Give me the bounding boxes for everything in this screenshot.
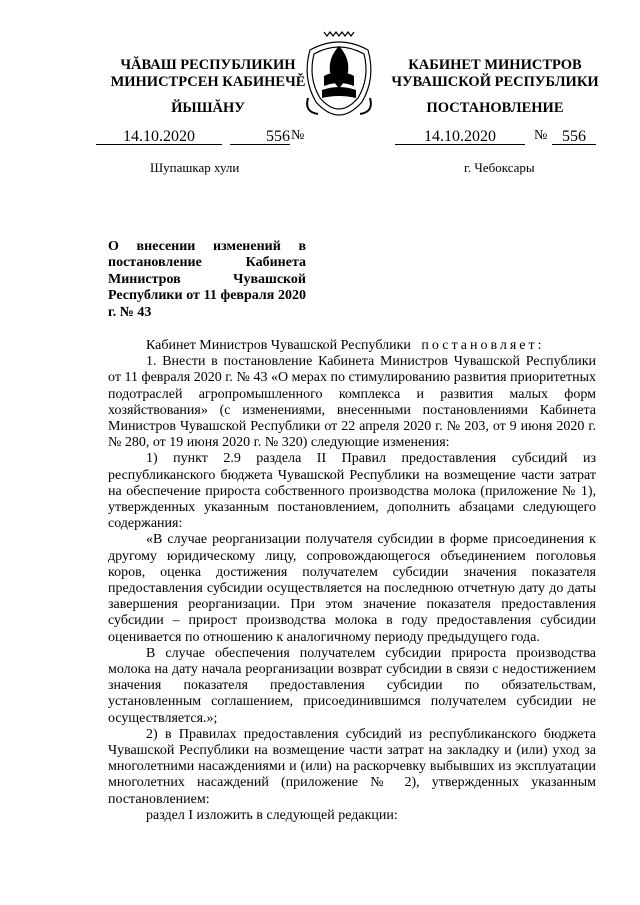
issuer-chuvash — [88, 57, 328, 91]
number-field-chuvash — [230, 128, 290, 145]
city-chuvash: Шупашкар хули — [150, 160, 240, 175]
city-russian: г. Чебоксары — [464, 160, 535, 175]
document-subject: О внесении изменений в постановление Кабинета Министров Чувашской Республики от 11 февраля 2020 г. № 43 — [108, 239, 306, 320]
preamble-authority: Кабинет Министров Чувашской Республики — [146, 338, 411, 353]
paragraph-6: раздел I изложить в следующей редакции: — [146, 807, 398, 823]
date-field-chuvash — [96, 128, 222, 145]
number-russian: 556 — [562, 128, 586, 145]
paragraph-2: 1) пункт 2.9 раздела II Правил предоставления субсидий из республиканского бюджета Чувашской Республики на возмещение части затрат на обеспечение прироста собственного производства молока (приложение № 1), утвержденных указанным постановлением, дополнить абзацами следующего содержания: — [108, 451, 596, 532]
doctype-chuvash: ЙЫШĂНУ — [171, 100, 245, 116]
doctype-russian: ПОСТАНОВЛЕНИЕ — [426, 100, 564, 116]
date-russian: 14.10.2020 — [424, 128, 496, 145]
issuer-russian — [370, 57, 620, 91]
paragraph-5: 2) в Правилах предоставления субсидий из республиканского бюджета Чувашской Республики на возмещение части затрат на закладку и (или) уход за многолетними насаждениями и (или) на раскорчевку выбывших из эксплуатации многолетних насаждений (приложение № 2), утвержденных указанным постановлением: — [108, 726, 596, 807]
date-field-russian — [395, 128, 525, 145]
date-chuvash: 14.10.2020 — [123, 128, 195, 145]
coat-of-arms-emblem — [300, 28, 378, 130]
preamble-verb: постановляет: — [421, 338, 545, 353]
number-chuvash: 556 — [266, 128, 290, 145]
number-sign-russian: № — [534, 128, 548, 143]
issuer-russian-line2: ЧУВАШСКОЙ РЕСПУБЛИКИ — [391, 74, 599, 90]
paragraph-4: В случае обеспечения получателем субсидии прироста производства молока на дату начала реорганизации возврат субсидии в связи с недостижением значения показателя предоставления субсидии по обязательствам, установленным соглашением, присоединившимся получателем субсидии не осуществляется.»; — [108, 645, 596, 726]
document-body — [108, 338, 596, 824]
preamble — [108, 338, 596, 354]
issuer-russian-line1: КАБИНЕТ МИНИСТРОВ — [408, 57, 582, 73]
issuer-chuvash-line1: ЧĂВАШ РЕСПУБЛИКИН — [120, 57, 296, 73]
paragraph-1: 1. Внести в постановление Кабинета Министров Чувашской Республики от 11 февраля 2020 г. № 43 «О мерах по стимулированию развития приоритетных подотраслей агропромышленного комплекса и развития малых форм хозяйствования» (с изменениями, внесенными постановлениями Кабинета Министров Чувашской Республики от 22 апреля 2020 г. № 203, от 9 июня 2020 г. № 280, от 19 июня 2020 г. № 320) следующие изменения: — [108, 354, 596, 451]
number-sign-chuvash: № — [291, 128, 305, 143]
number-field-russian — [552, 128, 596, 145]
paragraph-3: «В случае реорганизации получателя субсидии в форме присоединения к другому юридическому лицу, сопровождающегося объединением поголовья коров, оценка достижения получателем субсидии значения показателя предоставления субсидии осуществляется на последнюю отчетную дату до даты завершения реорганизации. При этом значение показателя предоставления субсидии – прирост производства молока в году предоставления субсидии оценивается по отношению к аналогичному периоду предыдущего года. — [108, 532, 596, 645]
issuer-chuvash-line2: МИНИСТРСЕН КАБИНЕЧĚ — [110, 74, 306, 90]
